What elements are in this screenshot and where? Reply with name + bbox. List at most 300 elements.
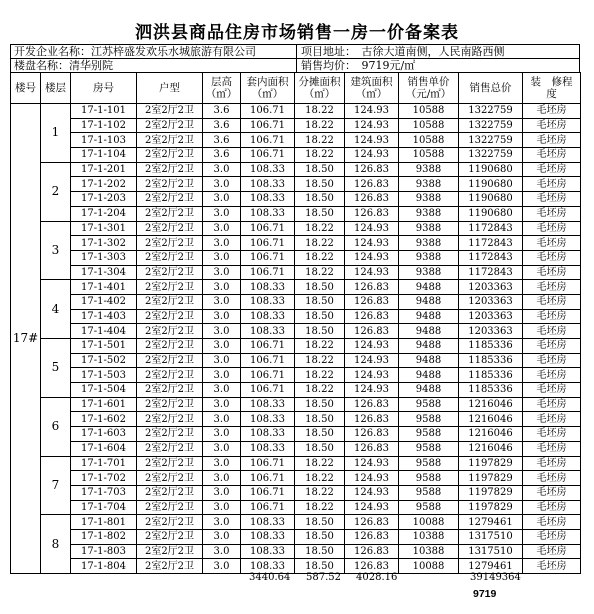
unit-price-cell: 9388	[399, 265, 459, 280]
layout-cell: 2室2厅2卫	[137, 412, 203, 427]
table-row	[11, 485, 581, 500]
room-no-cell: 17-1-301	[71, 221, 137, 236]
room-no-cell: 17-1-402	[71, 294, 137, 309]
shared-area-cell: 18.22	[295, 148, 345, 163]
floor-height-cell: 3.0	[203, 559, 241, 574]
shared-area-cell: 18.50	[295, 397, 345, 412]
unit-price-cell: 9588	[399, 471, 459, 486]
inner-area-cell: 108.33	[241, 515, 295, 530]
gross-area-cell: 126.83	[345, 324, 399, 339]
gross-area-cell: 126.83	[345, 294, 399, 309]
gross-area-cell: 124.93	[345, 500, 399, 515]
total-price-cell: 1197829	[459, 500, 523, 515]
table-row	[11, 309, 581, 324]
decoration-cell: 毛坯房	[523, 265, 581, 280]
unit-price-cell: 9488	[399, 383, 459, 398]
unit-price-cell: 9388	[399, 177, 459, 192]
layout-cell: 2室2厅2卫	[137, 368, 203, 383]
total-price-cell: 1317510	[459, 544, 523, 559]
unit-price-cell: 9488	[399, 368, 459, 383]
room-no-cell: 17-1-204	[71, 206, 137, 221]
shared-area-cell: 18.22	[295, 456, 345, 471]
header-gross-area: 建筑面积（㎡）	[345, 73, 399, 104]
table-row	[11, 148, 581, 163]
layout-cell: 2室2厅2卫	[137, 221, 203, 236]
table-row	[11, 339, 581, 354]
room-no-cell: 17-1-504	[71, 383, 137, 398]
header-shared-area: 分摊面积（㎡）	[295, 73, 345, 104]
floor-height-cell: 3.0	[203, 265, 241, 280]
room-no-cell: 17-1-202	[71, 177, 137, 192]
shared-area-cell: 18.22	[295, 250, 345, 265]
room-no-cell: 17-1-603	[71, 427, 137, 442]
floor-height-cell: 3.0	[203, 324, 241, 339]
decoration-cell: 毛坯房	[523, 104, 581, 119]
building-number-cell: 17#	[11, 104, 41, 574]
shared-area-cell: 18.50	[295, 324, 345, 339]
room-no-cell: 17-1-401	[71, 280, 137, 295]
shared-area-cell: 18.22	[295, 471, 345, 486]
shared-area-cell: 18.50	[295, 206, 345, 221]
table-row	[11, 294, 581, 309]
total-price-cell: 1322759	[459, 148, 523, 163]
unit-price-cell: 9388	[399, 250, 459, 265]
inner-area-cell: 108.33	[241, 544, 295, 559]
room-no-cell: 17-1-501	[71, 339, 137, 354]
info-row-2	[10, 58, 580, 72]
shared-area-cell: 18.50	[295, 309, 345, 324]
floor-height-cell: 3.0	[203, 221, 241, 236]
total-price-cell: 1190680	[459, 192, 523, 207]
gross-area-cell: 126.83	[345, 427, 399, 442]
layout-cell: 2室2厅2卫	[137, 118, 203, 133]
layout-cell: 2室2厅2卫	[137, 559, 203, 574]
table-row	[11, 265, 581, 280]
unit-price-cell: 9588	[399, 412, 459, 427]
shared-area-cell: 18.50	[295, 441, 345, 456]
gross-area-cell: 126.83	[345, 529, 399, 544]
room-no-cell: 17-1-304	[71, 265, 137, 280]
room-no-cell: 17-1-702	[71, 471, 137, 486]
decoration-cell: 毛坯房	[523, 559, 581, 574]
unit-price-cell: 9388	[399, 221, 459, 236]
room-no-cell: 17-1-604	[71, 441, 137, 456]
shared-area-cell: 18.50	[295, 192, 345, 207]
total-gross-area: 4028.16	[356, 572, 398, 583]
unit-price-cell: 9588	[399, 500, 459, 515]
room-no-cell: 17-1-602	[71, 412, 137, 427]
layout-cell: 2室2厅2卫	[137, 148, 203, 163]
project-address: 项目地址： 古徐大道南侧，人民南路西侧	[301, 45, 505, 58]
gross-area-cell: 126.83	[345, 544, 399, 559]
total-average-price: 9719	[473, 588, 497, 600]
floor-height-cell: 3.0	[203, 515, 241, 530]
unit-price-cell: 9488	[399, 280, 459, 295]
table-row	[11, 206, 581, 221]
room-no-cell: 17-1-704	[71, 500, 137, 515]
shared-area-cell: 18.22	[295, 353, 345, 368]
table-row	[11, 118, 581, 133]
unit-price-cell: 9588	[399, 456, 459, 471]
inner-area-cell: 106.71	[241, 485, 295, 500]
gross-area-cell: 126.83	[345, 412, 399, 427]
layout-cell: 2室2厅2卫	[137, 456, 203, 471]
total-price-cell: 1190680	[459, 206, 523, 221]
shared-area-cell: 18.22	[295, 221, 345, 236]
floor-height-cell: 3.0	[203, 383, 241, 398]
total-price-cell: 1185336	[459, 339, 523, 354]
table-row	[11, 441, 581, 456]
inner-area-cell: 108.33	[241, 529, 295, 544]
gross-area-cell: 124.93	[345, 148, 399, 163]
unit-price-cell: 9488	[399, 309, 459, 324]
floor-cell: 5	[41, 339, 71, 398]
total-shared-area: 587.52	[306, 572, 341, 583]
gross-area-cell: 124.93	[345, 133, 399, 148]
gross-area-cell: 124.93	[345, 456, 399, 471]
inner-area-cell: 108.33	[241, 441, 295, 456]
shared-area-cell: 18.50	[295, 294, 345, 309]
header-inner-area: 套内面积（㎡）	[241, 73, 295, 104]
floor-height-cell: 3.0	[203, 412, 241, 427]
shared-area-cell: 18.22	[295, 383, 345, 398]
inner-area-cell: 106.71	[241, 471, 295, 486]
unit-price-cell: 9488	[399, 324, 459, 339]
decoration-cell: 毛坯房	[523, 500, 581, 515]
gross-area-cell: 126.83	[345, 397, 399, 412]
decoration-cell: 毛坯房	[523, 324, 581, 339]
inner-area-cell: 108.33	[241, 559, 295, 574]
table-row	[11, 456, 581, 471]
table-row	[11, 250, 581, 265]
total-price-cell: 1197829	[459, 456, 523, 471]
floor-height-cell: 3.0	[203, 339, 241, 354]
unit-price-cell: 9388	[399, 206, 459, 221]
layout-cell: 2室2厅2卫	[137, 441, 203, 456]
floor-height-cell: 3.0	[203, 294, 241, 309]
floor-height-cell: 3.0	[203, 280, 241, 295]
inner-area-cell: 108.33	[241, 412, 295, 427]
inner-area-cell: 108.33	[241, 192, 295, 207]
inner-area-cell: 108.33	[241, 427, 295, 442]
total-price-cell: 1322759	[459, 104, 523, 119]
room-no-cell: 17-1-303	[71, 250, 137, 265]
shared-area-cell: 18.50	[295, 529, 345, 544]
total-price-cell: 1203363	[459, 309, 523, 324]
gross-area-cell: 126.83	[345, 162, 399, 177]
floor-height-cell: 3.0	[203, 456, 241, 471]
decoration-cell: 毛坯房	[523, 309, 581, 324]
decoration-cell: 毛坯房	[523, 280, 581, 295]
decoration-cell: 毛坯房	[523, 162, 581, 177]
gross-area-cell: 124.93	[345, 368, 399, 383]
inner-area-cell: 106.71	[241, 148, 295, 163]
floor-height-cell: 3.6	[203, 118, 241, 133]
unit-price-cell: 9488	[399, 294, 459, 309]
shared-area-cell: 18.50	[295, 280, 345, 295]
room-no-cell: 17-1-104	[71, 148, 137, 163]
total-price-cell: 1279461	[459, 559, 523, 574]
table-row	[11, 324, 581, 339]
shared-area-cell: 18.50	[295, 412, 345, 427]
unit-price-cell: 9488	[399, 339, 459, 354]
layout-cell: 2室2厅2卫	[137, 294, 203, 309]
gross-area-cell: 124.93	[345, 383, 399, 398]
decoration-cell: 毛坯房	[523, 206, 581, 221]
floor-cell: 1	[41, 104, 71, 163]
shared-area-cell: 18.50	[295, 559, 345, 574]
table-body	[11, 104, 581, 574]
unit-price-cell: 10588	[399, 118, 459, 133]
room-no-cell: 17-1-101	[71, 104, 137, 119]
floor-height-cell: 3.0	[203, 397, 241, 412]
floor-height-cell: 3.0	[203, 368, 241, 383]
table-row	[11, 500, 581, 515]
shared-area-cell: 18.50	[295, 177, 345, 192]
floor-cell: 8	[41, 515, 71, 574]
inner-area-cell: 106.71	[241, 221, 295, 236]
decoration-cell: 毛坯房	[523, 118, 581, 133]
room-no-cell: 17-1-502	[71, 353, 137, 368]
decoration-cell: 毛坯房	[523, 221, 581, 236]
total-price-cell: 1197829	[459, 485, 523, 500]
room-no-cell: 17-1-102	[71, 118, 137, 133]
table-row	[11, 133, 581, 148]
total-price-cell: 1185336	[459, 353, 523, 368]
gross-area-cell: 124.93	[345, 118, 399, 133]
floor-height-cell: 3.0	[203, 500, 241, 515]
shared-area-cell: 18.22	[295, 104, 345, 119]
layout-cell: 2室2厅2卫	[137, 339, 203, 354]
shared-area-cell: 18.22	[295, 339, 345, 354]
developer-name: 开发企业名称：江苏梓盛发欢乐水城旅游有限公司	[14, 45, 256, 58]
decoration-cell: 毛坯房	[523, 294, 581, 309]
inner-area-cell: 108.33	[241, 309, 295, 324]
shared-area-cell: 18.22	[295, 236, 345, 251]
unit-price-cell: 10588	[399, 133, 459, 148]
floor-height-cell: 3.0	[203, 206, 241, 221]
total-price-cell: 1190680	[459, 162, 523, 177]
layout-cell: 2室2厅2卫	[137, 485, 203, 500]
room-no-cell: 17-1-503	[71, 368, 137, 383]
decoration-cell: 毛坯房	[523, 485, 581, 500]
total-price-cell: 1185336	[459, 368, 523, 383]
decoration-cell: 毛坯房	[523, 544, 581, 559]
room-no-cell: 17-1-403	[71, 309, 137, 324]
gross-area-cell: 126.83	[345, 515, 399, 530]
layout-cell: 2室2厅2卫	[137, 471, 203, 486]
total-price-cell: 1216046	[459, 397, 523, 412]
unit-price-cell: 9588	[399, 397, 459, 412]
floor-height-cell: 3.0	[203, 485, 241, 500]
decoration-cell: 毛坯房	[523, 236, 581, 251]
page-title: 泗洪县商品住房市场销售一房一价备案表	[135, 23, 459, 43]
gross-area-cell: 124.93	[345, 353, 399, 368]
total-price-cell: 1322759	[459, 133, 523, 148]
room-no-cell: 17-1-801	[71, 515, 137, 530]
total-price-cell: 1172843	[459, 236, 523, 251]
inner-area-cell: 108.33	[241, 162, 295, 177]
layout-cell: 2室2厅2卫	[137, 500, 203, 515]
inner-area-cell: 106.71	[241, 339, 295, 354]
floor-height-cell: 3.0	[203, 544, 241, 559]
room-no-cell: 17-1-203	[71, 192, 137, 207]
shared-area-cell: 18.22	[295, 368, 345, 383]
inner-area-cell: 106.71	[241, 383, 295, 398]
decoration-cell: 毛坯房	[523, 177, 581, 192]
gross-area-cell: 126.83	[345, 309, 399, 324]
unit-price-cell: 10388	[399, 544, 459, 559]
floor-height-cell: 3.0	[203, 192, 241, 207]
inner-area-cell: 106.71	[241, 133, 295, 148]
gross-area-cell: 126.83	[345, 441, 399, 456]
decoration-cell: 毛坯房	[523, 250, 581, 265]
table-row	[11, 192, 581, 207]
room-no-cell: 17-1-804	[71, 559, 137, 574]
table-row	[11, 529, 581, 544]
total-inner-area: 3440.64	[249, 572, 291, 583]
gross-area-cell: 126.83	[345, 559, 399, 574]
layout-cell: 2室2厅2卫	[137, 544, 203, 559]
gross-area-cell: 126.83	[345, 280, 399, 295]
total-price-cell: 1322759	[459, 118, 523, 133]
gross-area-cell: 126.83	[345, 192, 399, 207]
info-divider	[296, 59, 297, 73]
unit-price-cell: 9588	[399, 441, 459, 456]
floor-cell: 3	[41, 221, 71, 280]
table-row	[11, 397, 581, 412]
decoration-cell: 毛坯房	[523, 339, 581, 354]
shared-area-cell: 18.22	[295, 500, 345, 515]
unit-price-cell: 9388	[399, 192, 459, 207]
info-divider	[296, 45, 297, 59]
inner-area-cell: 108.33	[241, 294, 295, 309]
room-no-cell: 17-1-803	[71, 544, 137, 559]
total-price-cell: 1203363	[459, 324, 523, 339]
total-price-cell: 1190680	[459, 177, 523, 192]
inner-area-cell: 108.33	[241, 177, 295, 192]
inner-area-cell: 108.33	[241, 324, 295, 339]
gross-area-cell: 124.93	[345, 104, 399, 119]
unit-price-cell: 9388	[399, 236, 459, 251]
floor-height-cell: 3.0	[203, 309, 241, 324]
floor-cell: 2	[41, 162, 71, 221]
table-row	[11, 515, 581, 530]
total-price-cell: 1203363	[459, 294, 523, 309]
header-building-no: 楼号	[11, 73, 41, 104]
total-price-cell: 1317510	[459, 529, 523, 544]
total-price-cell: 1279461	[459, 515, 523, 530]
decoration-cell: 毛坯房	[523, 353, 581, 368]
layout-cell: 2室2厅2卫	[137, 265, 203, 280]
unit-price-cell: 9588	[399, 427, 459, 442]
decoration-cell: 毛坯房	[523, 192, 581, 207]
header-decoration: 装 修程 度	[523, 73, 581, 104]
floor-height-cell: 3.0	[203, 353, 241, 368]
price-table	[10, 72, 581, 574]
floor-height-cell: 3.0	[203, 177, 241, 192]
shared-area-cell: 18.50	[295, 427, 345, 442]
decoration-cell: 毛坯房	[523, 441, 581, 456]
layout-cell: 2室2厅2卫	[137, 309, 203, 324]
gross-area-cell: 124.93	[345, 221, 399, 236]
inner-area-cell: 106.71	[241, 236, 295, 251]
floor-cell: 6	[41, 397, 71, 456]
table-row	[11, 427, 581, 442]
shared-area-cell: 18.22	[295, 265, 345, 280]
floor-height-cell: 3.0	[203, 162, 241, 177]
header-room-no: 房号	[71, 73, 137, 104]
layout-cell: 2室2厅2卫	[137, 250, 203, 265]
layout-cell: 2室2厅2卫	[137, 324, 203, 339]
gross-area-cell: 124.93	[345, 236, 399, 251]
floor-cell: 4	[41, 280, 71, 339]
inner-area-cell: 106.71	[241, 118, 295, 133]
unit-price-cell: 10088	[399, 559, 459, 574]
inner-area-cell: 106.71	[241, 265, 295, 280]
table-row	[11, 236, 581, 251]
gross-area-cell: 124.93	[345, 250, 399, 265]
unit-price-cell: 9488	[399, 353, 459, 368]
room-no-cell: 17-1-701	[71, 456, 137, 471]
decoration-cell: 毛坯房	[523, 471, 581, 486]
unit-price-cell: 10588	[399, 148, 459, 163]
gross-area-cell: 126.83	[345, 206, 399, 221]
unit-price-cell: 10388	[399, 529, 459, 544]
inner-area-cell: 106.71	[241, 353, 295, 368]
layout-cell: 2室2厅2卫	[137, 427, 203, 442]
floor-height-cell: 3.0	[203, 529, 241, 544]
total-price-cell: 1197829	[459, 471, 523, 486]
room-no-cell: 17-1-103	[71, 133, 137, 148]
floor-cell: 7	[41, 456, 71, 515]
decoration-cell: 毛坯房	[523, 133, 581, 148]
layout-cell: 2室2厅2卫	[137, 206, 203, 221]
table-row	[11, 383, 581, 398]
layout-cell: 2室2厅2卫	[137, 383, 203, 398]
inner-area-cell: 106.71	[241, 500, 295, 515]
floor-height-cell: 3.6	[203, 104, 241, 119]
table-row	[11, 353, 581, 368]
decoration-cell: 毛坯房	[523, 529, 581, 544]
room-no-cell: 17-1-201	[71, 162, 137, 177]
inner-area-cell: 108.33	[241, 280, 295, 295]
decoration-cell: 毛坯房	[523, 368, 581, 383]
total-price-cell: 1172843	[459, 250, 523, 265]
total-price-cell: 1185336	[459, 383, 523, 398]
header-unit-price: 销售单价（元/㎡）	[399, 73, 459, 104]
decoration-cell: 毛坯房	[523, 383, 581, 398]
room-no-cell: 17-1-404	[71, 324, 137, 339]
inner-area-cell: 106.71	[241, 456, 295, 471]
total-price-cell: 1216046	[459, 412, 523, 427]
table-row	[11, 280, 581, 295]
header-floor-height: 层高（㎡）	[203, 73, 241, 104]
layout-cell: 2室2厅2卫	[137, 529, 203, 544]
decoration-cell: 毛坯房	[523, 397, 581, 412]
inner-area-cell: 106.71	[241, 368, 295, 383]
inner-area-cell: 106.71	[241, 250, 295, 265]
shared-area-cell: 18.22	[295, 118, 345, 133]
inner-area-cell: 108.33	[241, 206, 295, 221]
floor-height-cell: 3.0	[203, 250, 241, 265]
room-no-cell: 17-1-802	[71, 529, 137, 544]
floor-height-cell: 3.0	[203, 471, 241, 486]
unit-price-cell: 10088	[399, 515, 459, 530]
gross-area-cell: 126.83	[345, 177, 399, 192]
layout-cell: 2室2厅2卫	[137, 397, 203, 412]
shared-area-cell: 18.50	[295, 515, 345, 530]
